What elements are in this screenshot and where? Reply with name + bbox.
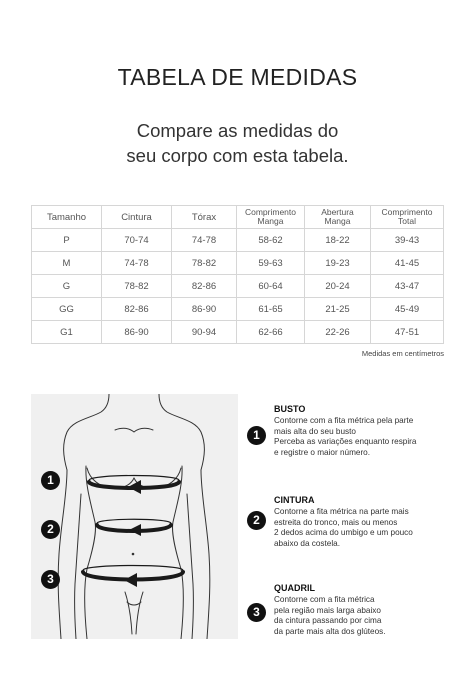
table-row: [32, 252, 444, 275]
number-3-badge-icon: 3: [41, 570, 60, 589]
number-1-badge-icon: 1: [41, 471, 60, 490]
header-cintura: Cintura: [102, 206, 172, 229]
page-subtitle: [0, 118, 475, 168]
table-cell: 62-66: [237, 321, 305, 344]
table-cell: 74-78: [102, 252, 172, 275]
table-cell: 58-62: [237, 229, 305, 252]
measurement-title: QUADRIL: [274, 583, 315, 593]
table-cell: 60-64: [237, 275, 305, 298]
table-cell: 86-90: [172, 298, 237, 321]
table-cell: 39-43: [371, 229, 444, 252]
number-1-badge-icon: 1: [247, 426, 266, 445]
table-cell: 90-94: [172, 321, 237, 344]
size-table: [31, 205, 444, 344]
page-title: TABELA DE MEDIDAS: [117, 64, 358, 90]
table-cell: 47-51: [371, 321, 444, 344]
table-cell: M: [32, 252, 102, 275]
table-row: [32, 229, 444, 252]
table-cell: 19-23: [305, 252, 371, 275]
table-cell: P: [32, 229, 102, 252]
table-row: [32, 298, 444, 321]
body-figure-illustration: [31, 394, 238, 639]
table-cell: 82-86: [102, 298, 172, 321]
table-cell: 22-26: [305, 321, 371, 344]
subtitle-line: seu corpo com esta tabela.: [126, 145, 349, 166]
header-abertura-manga: Abertura Manga: [305, 206, 371, 229]
table-cell: 20-24: [305, 275, 371, 298]
table-cell: G: [32, 275, 102, 298]
table-cell: 78-82: [172, 252, 237, 275]
number-2-badge-icon: 2: [247, 511, 266, 530]
table-cell: 70-74: [102, 229, 172, 252]
units-note: Medidas em centímetros: [361, 349, 444, 358]
table-row: [32, 321, 444, 344]
measurement-title: CINTURA: [274, 495, 315, 505]
table-cell: G1: [32, 321, 102, 344]
table-cell: 82-86: [172, 275, 237, 298]
table-cell: 43-47: [371, 275, 444, 298]
measurement-title: BUSTO: [274, 404, 306, 414]
table-cell: 59-63: [237, 252, 305, 275]
header-comprimento-total: Comprimento Total: [371, 206, 444, 229]
table-cell: 41-45: [371, 252, 444, 275]
table-cell: 21-25: [305, 298, 371, 321]
table-header-row: [32, 206, 444, 229]
header-comprimento-manga: Comprimento Manga: [237, 206, 305, 229]
measurement-description: Contorne com a fita métrica pela região mais larga abaixo da cintura passando por cima da parte mais alta dos glúteos.: [274, 595, 386, 636]
table-cell: GG: [32, 298, 102, 321]
table-cell: 61-65: [237, 298, 305, 321]
table-cell: 78-82: [102, 275, 172, 298]
arrow-icon: [124, 480, 141, 587]
header-torax: Tórax: [172, 206, 237, 229]
measurement-description: Contorne a fita métrica na parte mais estreita do tronco, mais ou menos 2 dedos acima do umbigo e um pouco abaixo da costela.: [274, 507, 413, 548]
number-3-badge-icon: 3: [247, 603, 266, 622]
number-2-badge-icon: 2: [41, 520, 60, 539]
subtitle-line: Compare as medidas do: [136, 120, 339, 141]
table-cell: 18-22: [305, 229, 371, 252]
table-cell: 86-90: [102, 321, 172, 344]
table-cell: 74-78: [172, 229, 237, 252]
measurement-description: Contorne com a fita métrica pela parte mais alta do seu busto Perceba as variações enquanto respira e registre o maior número.: [274, 416, 417, 457]
table-row: [32, 275, 444, 298]
header-tamanho: Tamanho: [32, 206, 102, 229]
table-cell: 45-49: [371, 298, 444, 321]
body-figure: [31, 394, 238, 639]
